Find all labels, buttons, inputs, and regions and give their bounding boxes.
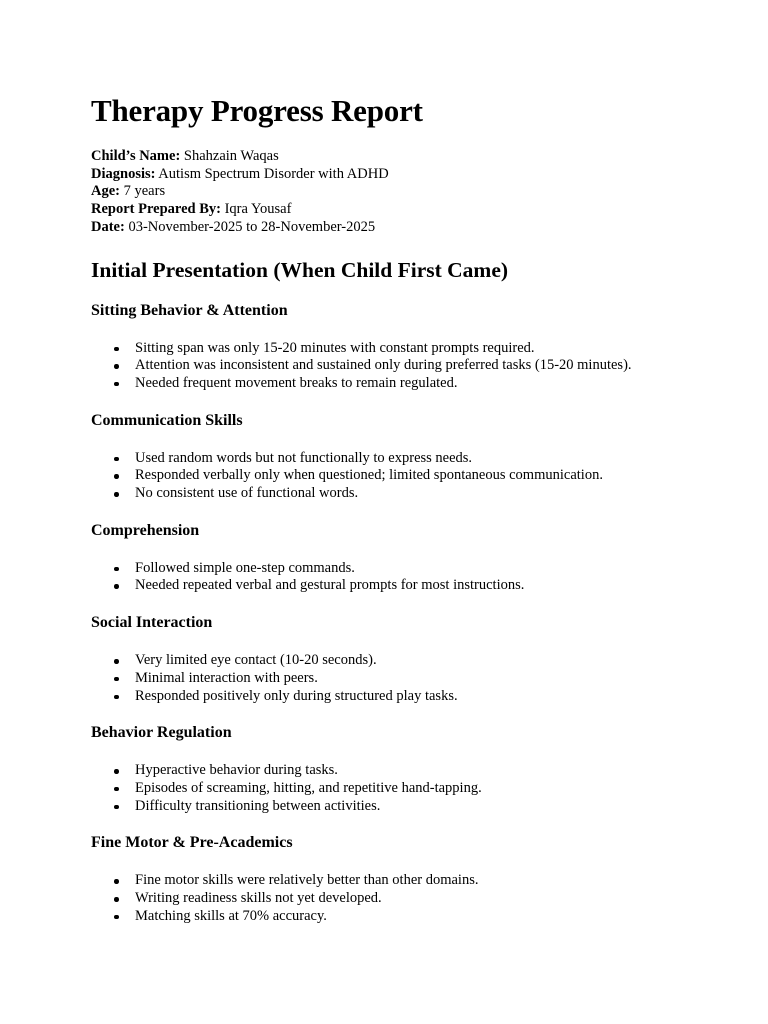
bullet-list	[91, 652, 708, 705]
subsection-heading: Behavior Regulation	[91, 724, 232, 742]
child-name-row	[91, 148, 708, 166]
age-row	[91, 183, 708, 201]
list-item: Matching skills at 70% accuracy.	[135, 908, 708, 926]
report-title: Therapy Progress Report	[91, 93, 423, 128]
date-row	[91, 219, 708, 237]
subsection-heading: Communication Skills	[91, 411, 243, 429]
list-item: Attention was inconsistent and sustained only during preferred tasks (15-20 minutes).	[135, 357, 708, 375]
bullet-list	[91, 762, 708, 815]
section-heading-initial-presentation: Initial Presentation (When Child First Came)	[91, 257, 509, 282]
subsection-heading: Fine Motor & Pre-Academics	[91, 834, 293, 852]
date-label: Date:	[91, 218, 125, 235]
diagnosis-row	[91, 166, 708, 184]
list-item: Hyperactive behavior during tasks.	[135, 762, 708, 780]
diagnosis-value: Autism Spectrum Disorder with ADHD	[155, 165, 389, 182]
bullet-list	[91, 340, 708, 393]
list-item: Responded positively only during structured play tasks.	[135, 688, 708, 706]
subsection-comprehension	[91, 521, 708, 595]
child-name-label: Child’s Name:	[91, 148, 181, 164]
bullet-list	[91, 560, 708, 595]
list-item: Episodes of screaming, hitting, and repetitive hand-tapping.	[135, 780, 708, 798]
list-item: Fine motor skills were relatively better than other domains.	[135, 872, 708, 890]
list-item: Sitting span was only 15-20 minutes with constant prompts required.	[135, 340, 708, 358]
list-item: Difficulty transitioning between activities.	[135, 798, 708, 816]
list-item: Writing readiness skills not yet developed.	[135, 890, 708, 908]
age-label: Age:	[91, 183, 120, 200]
subsection-heading: Social Interaction	[91, 614, 213, 632]
list-item: Needed frequent movement breaks to remain regulated.	[135, 375, 708, 393]
subsection-communication-skills	[91, 411, 708, 503]
subsection-social-interaction	[91, 613, 708, 705]
list-item: Followed simple one-step commands.	[135, 560, 708, 578]
bullet-list	[91, 872, 708, 925]
child-info-block	[91, 148, 708, 237]
subsection-heading: Comprehension	[91, 521, 200, 539]
child-name-value: Shahzain Waqas	[180, 148, 279, 164]
subsection-heading: Sitting Behavior & Attention	[91, 301, 288, 319]
date-value: 03-November-2025 to 28-November-2025	[124, 218, 376, 235]
prepared-by-value: Iqra Yousaf	[220, 201, 292, 218]
list-item: Responded verbally only when questioned; limited spontaneous communication.	[135, 467, 708, 485]
list-item: Used random words but not functionally to express needs.	[135, 450, 708, 468]
subsection-sitting-behavior	[91, 301, 708, 393]
diagnosis-label: Diagnosis:	[91, 165, 156, 182]
list-item: No consistent use of functional words.	[135, 485, 708, 503]
age-value: 7 years	[120, 183, 166, 200]
subsection-fine-motor	[91, 833, 708, 925]
list-item: Needed repeated verbal and gestural prompts for most instructions.	[135, 577, 708, 595]
prepared-by-row	[91, 201, 708, 219]
subsection-behavior-regulation	[91, 723, 708, 815]
prepared-by-label: Report Prepared By:	[91, 201, 221, 218]
list-item: Minimal interaction with peers.	[135, 670, 708, 688]
bullet-list	[91, 450, 708, 503]
list-item: Very limited eye contact (10-20 seconds).	[135, 652, 708, 670]
